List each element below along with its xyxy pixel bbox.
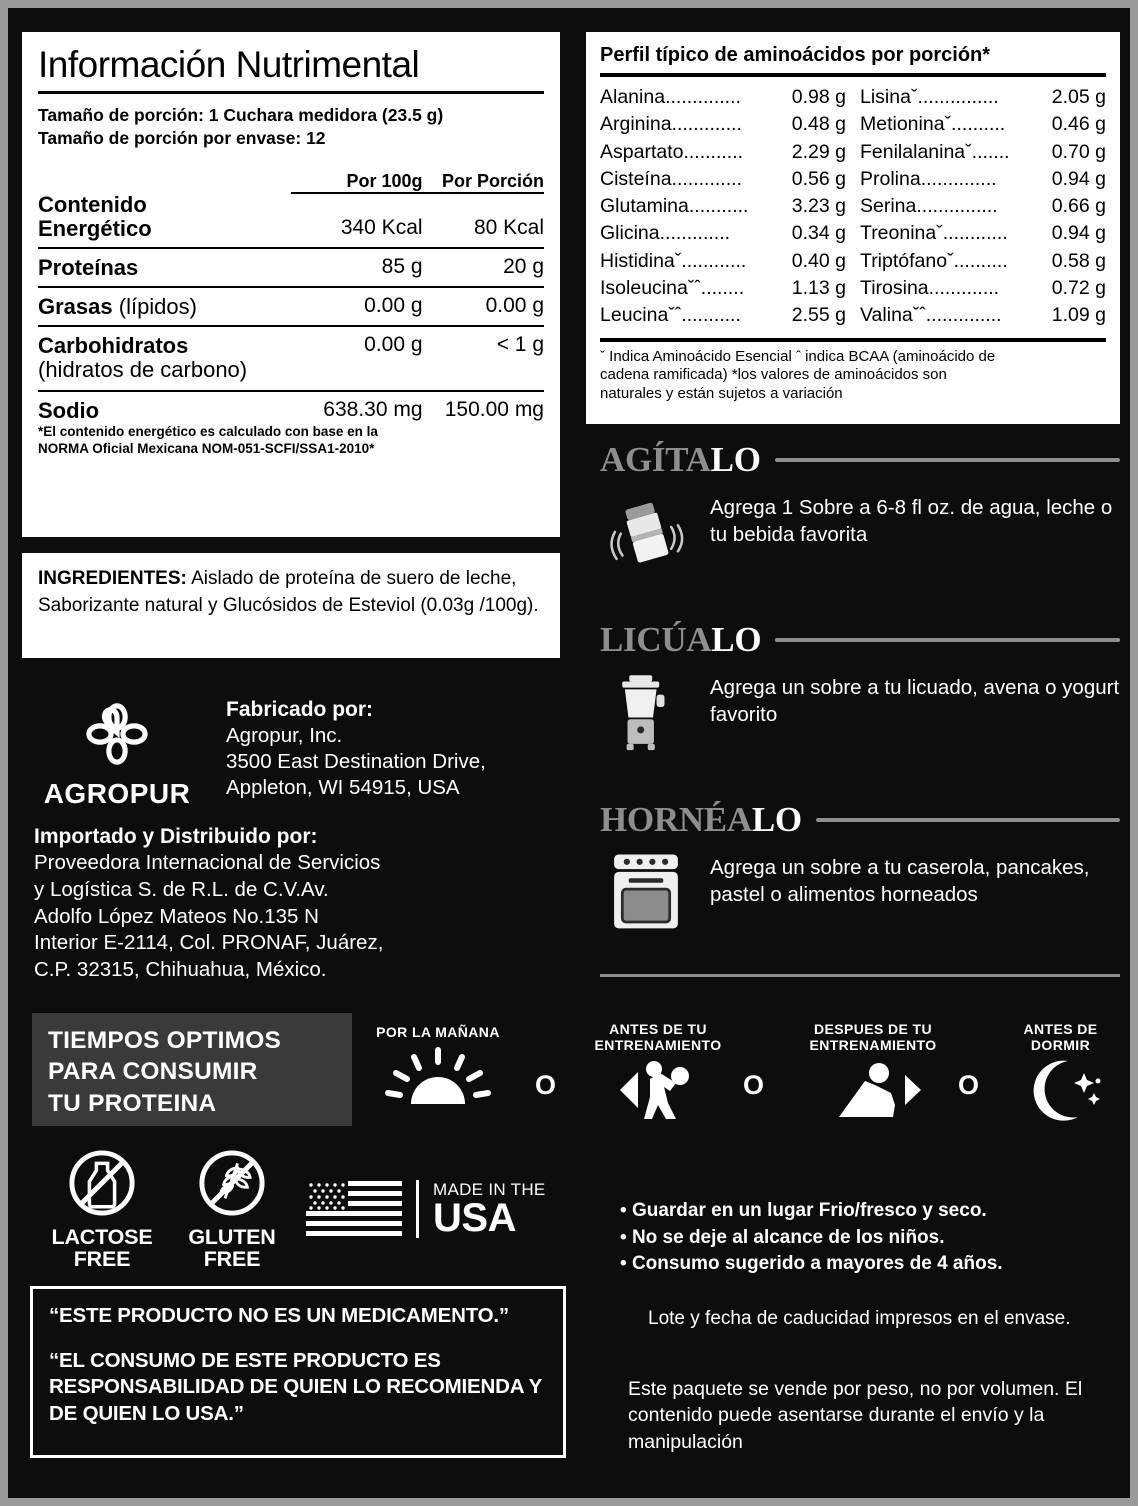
time-caption: DESPUES DE TU — [814, 1021, 932, 1037]
agropur-logo-block — [22, 683, 212, 810]
amino-value: 1.13 g — [791, 277, 846, 300]
usage-heading-blend — [600, 620, 1120, 660]
table-header-row — [38, 171, 544, 193]
agropur-clover-icon — [80, 697, 154, 771]
serving-size: Tamaño de porción: 1 Cuchara medidora (23.5 g) — [38, 104, 444, 125]
agropur-wordmark: AGROPUR — [43, 778, 191, 809]
usage-section-shake — [600, 440, 1120, 574]
nutrition-footnote-line2: NORMA Oficial Mexicana NOM-051-SCFI/SSA1-2010* — [38, 440, 375, 456]
amino-value: 0.56 g — [791, 167, 846, 190]
amino-acid-panel — [586, 32, 1120, 424]
badge-lactose-free — [40, 1148, 164, 1271]
cell-energy-100g: 340 Kcal — [340, 215, 423, 239]
amino-dots: ........... — [688, 195, 749, 218]
usage-head-white: LO — [751, 800, 802, 839]
amino-dots: ........ — [700, 277, 745, 300]
amino-dots: .......... — [951, 113, 1006, 136]
amino-name: Isoleucinaˇˆ — [600, 277, 701, 300]
cell-sodium-100g: 638.30 mg — [291, 391, 423, 422]
section-divider — [600, 974, 1120, 977]
cell-carbs-100g: 0.00 g — [291, 326, 423, 357]
usage-head-white: LO — [711, 620, 762, 659]
amino-dots: ............. — [671, 167, 742, 190]
amino-value: 2.55 g — [791, 304, 846, 327]
cell-protein-portion: 20 g — [423, 248, 544, 287]
sunrise-icon — [383, 1046, 493, 1108]
rest-icon — [813, 1059, 933, 1121]
nutrition-footnote-line1: *El contenido energético es calculado con base en la — [38, 423, 378, 439]
time-item-bedtime — [998, 1021, 1123, 1126]
amino-name: Aspartato — [600, 140, 684, 163]
usage-head-gray: HORNÉA — [600, 800, 752, 839]
amino-name: Glicina — [600, 222, 660, 245]
table-row — [38, 193, 544, 248]
usage-heading-shake — [600, 440, 1120, 480]
badge-label: GLUTEN — [188, 1225, 276, 1249]
table-row — [38, 326, 544, 357]
amino-value: 0.40 g — [791, 249, 846, 272]
manufacturer-heading: Fabricado por: — [226, 698, 374, 721]
amino-name: Treoninaˇ — [860, 222, 943, 245]
nutrition-facts-panel — [22, 32, 560, 537]
cell-sodium-portion: 150.00 mg — [423, 391, 544, 422]
times-box-line1: TIEMPOS OPTIMOS — [48, 1027, 282, 1054]
amino-name: Histidinaˇ — [600, 249, 682, 272]
amino-dots: ............. — [671, 113, 742, 136]
servings-per-container: Tamaño de porción por envase: 12 — [38, 127, 326, 148]
amino-value: 0.48 g — [791, 113, 846, 136]
amino-value: 2.05 g — [1051, 86, 1106, 108]
row-label-energy-2: Energético — [38, 215, 152, 241]
cell-energy-portion: 80 Kcal — [473, 215, 544, 239]
table-row — [38, 391, 544, 422]
amino-column-left — [600, 84, 846, 330]
warning-box — [30, 1286, 566, 1458]
amino-dots: ............ — [681, 249, 747, 272]
importer-heading: Importado y Distribuido por: — [34, 825, 318, 848]
amino-value: 0.46 g — [1051, 113, 1106, 136]
lactose-free-icon — [67, 1148, 137, 1218]
amino-name: Alanina — [600, 86, 666, 108]
usa-label: USA — [433, 1195, 516, 1240]
amino-name: Tirosina — [860, 277, 929, 300]
amino-footnote-line1: ˇ Indica Aminoácido Esencial ˆ indica BCAA (aminoácido de — [600, 347, 996, 365]
amino-value: 0.58 g — [1051, 249, 1106, 272]
usa-flag-icon — [306, 1181, 402, 1237]
times-box-line3: TU PROTEINA — [48, 1089, 217, 1117]
amino-value: 0.34 g — [791, 222, 846, 245]
usage-head-white: LO — [710, 440, 761, 479]
amino-dots: .......... — [953, 249, 1008, 272]
row-label-fat-alt: (lípidos) — [112, 293, 197, 319]
time-item-post-workout — [783, 1021, 963, 1126]
col-header-per-portion: Por Porción — [423, 171, 544, 193]
manufacturer-block — [22, 683, 562, 810]
time-caption: ANTES DE TU — [609, 1021, 707, 1037]
amino-name: Prolina — [860, 167, 921, 190]
amino-name: Metioninaˇ — [860, 113, 952, 136]
table-row — [38, 287, 544, 326]
importer-line1: Proveedora Internacional de Servicios — [34, 851, 381, 875]
importer-block — [34, 823, 564, 984]
row-label-fat: Grasas — [38, 293, 113, 319]
warning-line2: “EL CONSUMO DE ESTE PRODUCTO ES RESPONSABILIDAD DE QUIEN LO RECOMIENDA Y DE QUIEN LO USA.” — [49, 1348, 542, 1425]
times-box-line2: PARA CONSUMIR — [48, 1058, 258, 1086]
gluten-free-icon — [197, 1148, 267, 1218]
manufacturer-address — [226, 683, 486, 800]
usage-text-blend: Agrega un sobre a tu licuado, avena o yogurt favorito — [710, 676, 1120, 727]
amino-dots: ............. — [928, 277, 1000, 300]
amino-dots: ............ — [942, 222, 1008, 245]
time-caption: POR LA MAÑANA — [376, 1024, 500, 1040]
amino-dots: .............. — [665, 86, 741, 108]
amino-name: Fenilalaninaˇ — [860, 140, 972, 163]
amino-value: 0.70 g — [1051, 140, 1106, 163]
title-divider — [38, 91, 544, 94]
ingredients-label: INGREDIENTES: — [38, 568, 187, 589]
amino-dots: ........... — [683, 140, 744, 163]
cell-carbs-portion: < 1 g — [423, 326, 544, 357]
badge-label-2: FREE — [73, 1246, 131, 1271]
list-item: • Guardar en un lugar Frio/fresco y seco. — [620, 1198, 1120, 1225]
amino-value: 0.98 g — [791, 86, 846, 108]
warning-line1: “ESTE PRODUCTO NO ES UN MEDICAMENTO.” — [49, 1304, 509, 1327]
amino-value: 0.66 g — [1051, 195, 1106, 218]
time-separator: O — [535, 1070, 557, 1100]
badge-divider — [416, 1180, 419, 1238]
usage-section-blend — [600, 620, 1120, 758]
time-caption-2: ENTRENAMIENTO — [594, 1037, 722, 1054]
amino-dots: ........... — [681, 304, 741, 327]
badge-gluten-free — [170, 1148, 294, 1271]
usage-heading-bake — [600, 800, 1120, 840]
page-title: Información Nutrimental — [38, 44, 420, 85]
heading-rule — [775, 458, 1120, 462]
amino-name: Serina — [860, 195, 917, 218]
amino-name: Cisteína — [600, 167, 672, 190]
blender-icon — [611, 670, 681, 758]
manufacturer-line3: Appleton, WI 54915, USA — [226, 775, 460, 799]
usage-head-gray: AGÍTA — [600, 440, 711, 479]
time-item-morning — [363, 1024, 513, 1113]
amino-name: Glutamina — [600, 195, 689, 218]
amino-dots: ............... — [917, 86, 999, 108]
row-label-energy-1: Contenido — [38, 192, 147, 218]
badge-label: LACTOSE — [51, 1225, 153, 1249]
cell-fat-100g: 0.00 g — [291, 287, 423, 326]
amino-footnote-line2: cadena ramificada) *los valores de aminoácidos son — [600, 366, 947, 384]
amino-dots: .............. — [925, 304, 1002, 327]
amino-dots: ............... — [916, 195, 998, 218]
storage-instructions — [620, 1198, 1120, 1278]
usage-text-shake: Agrega 1 Sobre a 6-8 fl oz. de agua, leche o tu bebida favorita — [710, 496, 1113, 547]
amino-value: 3.23 g — [791, 195, 846, 218]
amino-name: Lisinaˇ — [860, 86, 918, 108]
nutrition-label-page — [8, 8, 1130, 1498]
amino-name: Valinaˇˆ — [860, 304, 926, 327]
amino-dots: ....... — [971, 140, 1010, 163]
row-label-carbs: Carbohidratos — [38, 326, 291, 357]
amino-column-right — [860, 84, 1106, 330]
shaker-icon — [604, 490, 688, 574]
moon-icon — [1016, 1059, 1106, 1121]
list-item: • Consumo sugerido a mayores de 4 años. — [620, 1251, 1120, 1278]
heading-rule — [775, 638, 1120, 642]
usage-text-bake: Agrega un sobre a tu caserola, pancakes, pastel o alimentos horneados — [710, 856, 1090, 907]
usage-section-bake — [600, 800, 1120, 932]
time-caption-2: DORMIR — [1030, 1037, 1091, 1054]
importer-line2: y Logística S. de R.L. de C.V.Av. — [34, 877, 329, 901]
amino-value: 1.09 g — [1051, 304, 1106, 327]
amino-footer-divider — [600, 338, 1106, 342]
importer-line4: Interior E-2114, Col. PRONAF, Juárez, — [34, 931, 384, 955]
amino-value: 0.94 g — [1051, 222, 1106, 245]
cell-protein-100g: 85 g — [291, 248, 423, 287]
col-header-per-100g: Por 100g — [291, 171, 423, 193]
row-label-carbs-sub: (hidratos de carbono) — [38, 356, 248, 382]
amino-name: Leucinaˇˆ — [600, 304, 682, 327]
time-separator: O — [958, 1070, 980, 1100]
cell-fat-portion: 0.00 g — [423, 287, 544, 326]
list-item: • No se deje al alcance de los niños. — [620, 1225, 1120, 1252]
weight-note: Este paquete se vende por peso, no por volumen. El contenido puede asentarse durante el envío y la manipulación — [628, 1378, 1083, 1453]
amino-dots: .............. — [920, 167, 997, 190]
amino-title: Perfil típico de aminoácidos por porción* — [600, 44, 991, 66]
amino-value: 0.94 g — [1051, 167, 1106, 190]
time-caption: ANTES DE — [1023, 1021, 1098, 1037]
amino-dots: ............. — [659, 222, 731, 245]
made-in-the-label: MADE IN THE — [433, 1179, 546, 1199]
manufacturer-line1: Agropur, Inc. — [226, 724, 343, 748]
lot-date-note: Lote y fecha de caducidad impresos en el envase. — [648, 1308, 1071, 1329]
amino-value: 2.29 g — [791, 140, 846, 163]
amino-title-divider — [600, 73, 1106, 77]
time-item-pre-workout — [568, 1021, 748, 1126]
amino-name: Triptófanoˇ — [860, 249, 954, 272]
made-in-usa-badge — [306, 1180, 546, 1238]
importer-line3: Adolfo López Mateos No.135 N — [34, 904, 319, 928]
oven-icon — [609, 850, 683, 932]
table-row-sub — [38, 357, 544, 391]
time-caption-2: ENTRENAMIENTO — [809, 1037, 937, 1054]
ingredients-text: Aislado de proteína de suero de leche, Saborizante natural y Glucósidos de Esteviol (0.03g /100g). — [38, 568, 539, 616]
badge-label-2: FREE — [203, 1246, 261, 1271]
nutrition-table — [38, 171, 544, 422]
table-row — [38, 248, 544, 287]
amino-name: Arginina — [600, 113, 672, 136]
importer-line5: C.P. 32315, Chihuahua, México. — [34, 957, 327, 981]
row-label-protein: Proteínas — [38, 248, 291, 287]
manufacturer-line2: 3500 East Destination Drive, — [226, 749, 486, 773]
optimal-times-box — [32, 1013, 352, 1126]
workout-icon — [598, 1059, 718, 1121]
ingredients-panel — [22, 553, 560, 658]
row-label-sodium: Sodio — [38, 391, 291, 422]
amino-footnote-line3: naturales y están sujetos a variación — [600, 384, 843, 402]
amino-value: 0.72 g — [1051, 277, 1106, 300]
usage-head-gray: LICÚA — [600, 620, 712, 659]
heading-rule — [816, 818, 1120, 822]
time-separator: O — [743, 1070, 765, 1100]
